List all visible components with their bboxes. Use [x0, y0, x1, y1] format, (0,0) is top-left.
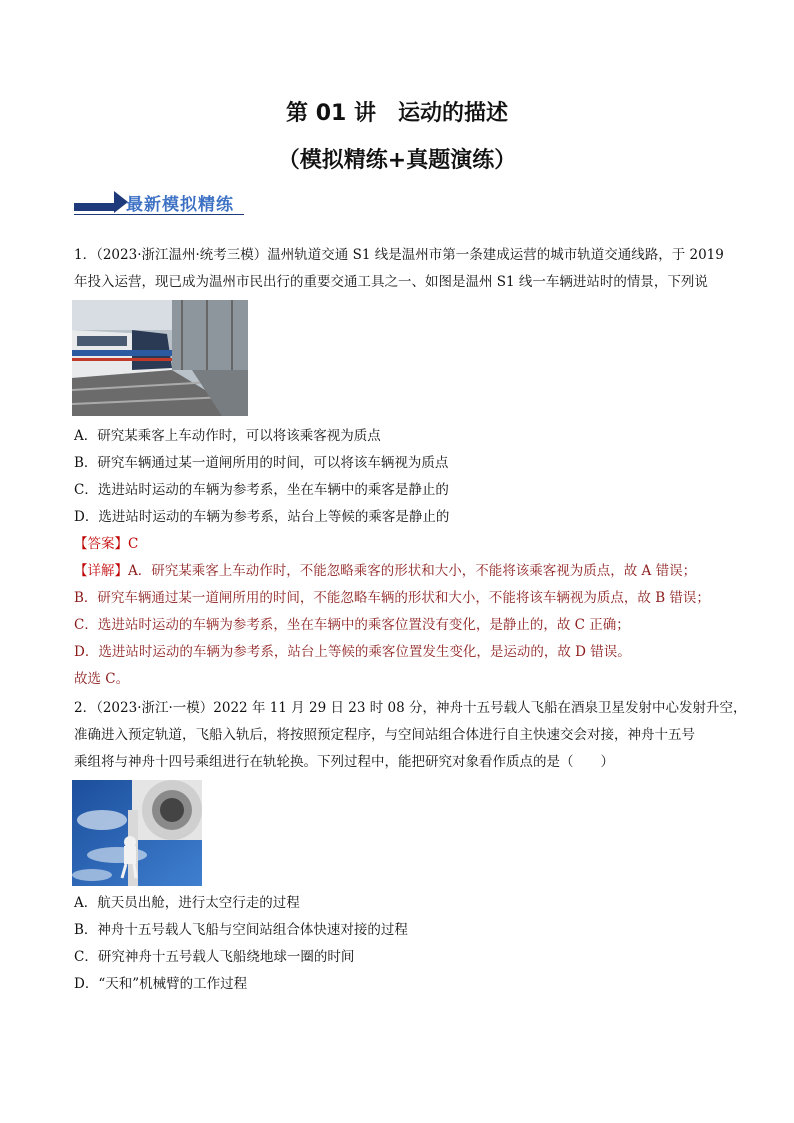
page-title: 第 01 讲 运动的描述 [286, 101, 508, 126]
section-banner [74, 191, 234, 213]
banner-bar [74, 203, 114, 211]
q1-conclusion: 故选 C。 [74, 671, 130, 687]
q2-stem-line: 2．（2023·浙江·一模）2022 年 11 月 29 日 23 时 08 分，神舟十五号载人飞船在酒泉卫星发射中心发射升空， [74, 700, 747, 716]
q1-option-a: A．研究某乘客上车动作时，可以将该乘客视为质点 [74, 428, 381, 444]
detail-text: A．研究某乘客上车动作时，不能忽略乘客的形状和大小，不能将该乘客视为质点，故 A 错误； [128, 563, 697, 579]
q1-stem-line: 1．（2023·浙江温州·统考三模）温州轨道交通 S1 线是温州市第一条建成运营的城市轨道交通线路，于 2019 [74, 247, 724, 263]
q2-option-a: A．航天员出舱，进行太空行走的过程 [74, 895, 300, 911]
q1-option-d: D．选进站时运动的车辆为参考系，站台上等候的乘客是静止的 [74, 509, 450, 525]
detail-label: 【详解】 [74, 563, 128, 579]
q2-option-c: C．研究神舟十五号载人飞船绕地球一圈的时间 [74, 949, 355, 965]
q2-option-d: D．“天和”机械臂的工作过程 [74, 976, 248, 992]
page-subtitle: （模拟精练+真题演练） [277, 148, 517, 173]
spacewalk-photo [72, 780, 202, 886]
q2-option-b: B．神舟十五号载人飞船与空间站组合体快速对接的过程 [74, 922, 408, 938]
answer-value: C [128, 536, 139, 552]
q2-stem-line: 乘组将与神舟十四号乘组进行在轨轮换。下列过程中，能把研究对象看作质点的是（ ） [74, 754, 614, 770]
q1-detail-line: B．研究车辆通过某一道闸所用的时间，不能忽略车辆的形状和大小，不能将该车辆视为质点，故 B 错误； [74, 590, 710, 606]
banner-underline [74, 214, 244, 215]
q1-detail-line: D．选进站时运动的车辆为参考系，站台上等候的乘客位置发生变化，是运动的，故 D 错误。 [74, 644, 631, 660]
section-banner-text: 最新模拟精练 [126, 194, 234, 215]
q1-option-c: C．选进站时运动的车辆为参考系，坐在车辆中的乘客是静止的 [74, 482, 449, 498]
q1-answer [74, 538, 138, 552]
q2-stem-line: 准确进入预定轨道，飞船入轨后，将按照预定程序，与空间站组合体进行自主快速交会对接，神舟十五号 [74, 727, 695, 743]
train-photo [72, 300, 248, 416]
q1-detail-line [74, 565, 696, 579]
q1-stem-line: 年投入运营，现已成为温州市民出行的重要交通工具之一、如图是温州 S1 线一车辆进站时的情景，下列说 [74, 274, 708, 290]
q1-detail-line: C．选进站时运动的车辆为参考系，坐在车辆中的乘客位置没有变化，是静止的，故 C 正确； [74, 617, 630, 633]
answer-label: 【答案】 [74, 536, 128, 552]
q1-option-b: B．研究车辆通过某一道闸所用的时间，可以将该车辆视为质点 [74, 455, 449, 471]
